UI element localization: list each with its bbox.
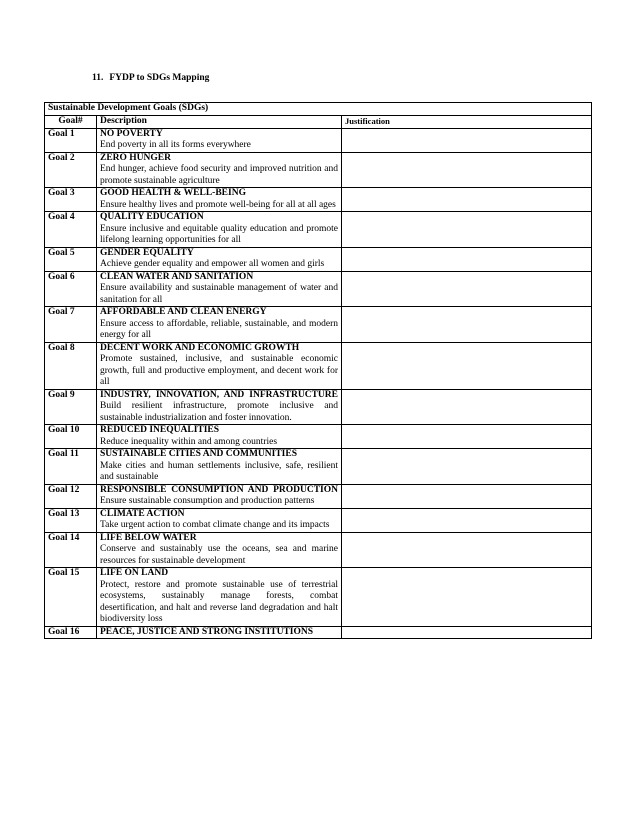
goal-description-cell (97, 449, 342, 485)
table-header-row (45, 116, 592, 129)
section-number: 11. (92, 73, 104, 83)
sdg-mapping-table (44, 102, 592, 639)
goal-description: Ensure sustainable consumption and production patterns (100, 496, 315, 506)
justification-cell[interactable] (342, 212, 592, 248)
table-row (45, 188, 592, 212)
goal-number: Goal 10 (45, 425, 97, 449)
goal-description: Ensure healthy lives and promote well-being for all at all ages (100, 199, 336, 210)
goal-title: SUSTAINABLE CITIES AND COMMUNITIES (100, 449, 297, 459)
goal-title: NO POVERTY (100, 128, 163, 139)
goal-number: Goal 16 (45, 626, 97, 639)
justification-cell[interactable] (342, 532, 592, 568)
justification-cell[interactable] (342, 188, 592, 212)
goal-description-cell (97, 307, 342, 343)
goal-description-cell (97, 389, 342, 425)
goal-number: Goal 12 (45, 484, 97, 508)
justification-cell[interactable] (342, 271, 592, 307)
table-row (45, 508, 592, 532)
table-row (45, 342, 592, 389)
table-row (45, 449, 592, 485)
goal-description-cell (97, 342, 342, 389)
goal-number: Goal 13 (45, 508, 97, 532)
table-row (45, 484, 592, 508)
table-row (45, 568, 592, 627)
table-row (45, 389, 592, 425)
table-row (45, 307, 592, 343)
goal-description: Reduce inequality within and among countries (100, 436, 278, 447)
section-title: FYDP to SDGs Mapping (109, 73, 210, 83)
goal-title: CLEAN WATER AND SANITATION (100, 271, 254, 282)
goal-number: Goal 1 (45, 128, 97, 152)
goal-title: DECENT WORK AND ECONOMIC GROWTH (100, 342, 300, 353)
goal-title: GENDER EQUALITY (100, 247, 194, 258)
table-row (45, 128, 592, 152)
goal-number: Goal 3 (45, 188, 97, 212)
table-row (45, 152, 592, 188)
justification-cell[interactable] (342, 568, 592, 627)
goal-number: Goal 8 (45, 342, 97, 389)
goal-title: REDUCED INEQUALITIES (100, 425, 220, 435)
goal-title: LIFE ON LAND (100, 568, 169, 578)
goal-title: INDUSTRY, INNOVATION, AND INFRASTRUCTURE (100, 389, 338, 400)
column-header-description: Description (97, 116, 342, 129)
justification-cell[interactable] (342, 484, 592, 508)
goal-number: Goal 15 (45, 568, 97, 627)
goal-description-cell (97, 247, 342, 271)
goal-description-cell (97, 568, 342, 627)
goal-title: RESPONSIBLE CONSUMPTION AND PRODUCTION (100, 484, 338, 495)
table-row (45, 247, 592, 271)
goal-title: CLIMATE ACTION (100, 508, 185, 519)
goal-number: Goal 14 (45, 532, 97, 568)
table-row (45, 532, 592, 568)
goal-description-cell (97, 212, 342, 248)
justification-cell[interactable] (342, 449, 592, 485)
goal-title: LIFE BELOW WATER (100, 532, 197, 543)
goal-number: Goal 11 (45, 449, 97, 485)
goal-number: Goal 5 (45, 247, 97, 271)
goal-description: Take urgent action to combat climate change and its impacts (100, 520, 330, 530)
goal-title: AFFORDABLE AND CLEAN ENERGY (100, 307, 267, 317)
justification-cell[interactable] (342, 152, 592, 188)
goal-description: Ensure availability and sustainable management of water and sanitation for all (100, 283, 338, 305)
justification-cell[interactable] (342, 307, 592, 343)
justification-cell[interactable] (342, 389, 592, 425)
goal-title: ZERO HUNGER (100, 152, 171, 163)
goal-description-cell (97, 425, 342, 449)
justification-cell[interactable] (342, 128, 592, 152)
justification-cell[interactable] (342, 247, 592, 271)
table-banner-row (45, 103, 592, 116)
table-row (45, 425, 592, 449)
goal-number: Goal 2 (45, 152, 97, 188)
justification-cell[interactable] (342, 508, 592, 532)
table-row (45, 212, 592, 248)
goal-description: Achieve gender equality and empower all women and girls (100, 259, 325, 269)
table-row (45, 626, 592, 639)
goal-description-cell (97, 626, 342, 639)
goal-description-cell (97, 128, 342, 152)
goal-description: End hunger, achieve food security and improved nutrition and promote sustainable agriculture (100, 164, 338, 186)
goal-description: Ensure access to affordable, reliable, sustainable, and modern energy for all (100, 318, 338, 340)
table-banner: Sustainable Development Goals (SDGs) (45, 103, 592, 116)
goal-description-cell (97, 152, 342, 188)
goal-description: Build resilient infrastructure, promote inclusive and sustainable industrialization and foster innovation. (100, 401, 338, 423)
column-header-goal: Goal# (45, 116, 97, 129)
goal-number: Goal 4 (45, 212, 97, 248)
goal-number: Goal 9 (45, 389, 97, 425)
goal-description-cell (97, 508, 342, 532)
goal-description: Ensure inclusive and equitable quality education and promote lifelong learning opportunities for all (100, 223, 338, 245)
goal-title: PEACE, JUSTICE AND STRONG INSTITUTIONS (100, 626, 314, 637)
table-row (45, 271, 592, 307)
goal-title: QUALITY EDUCATION (100, 212, 204, 222)
goal-description-cell (97, 188, 342, 212)
goal-description: End poverty in all its forms everywhere (100, 140, 251, 150)
justification-cell[interactable] (342, 342, 592, 389)
table-body (45, 128, 592, 639)
section-heading (92, 72, 209, 84)
goal-title: GOOD HEALTH & WELL-BEING (100, 188, 246, 198)
justification-cell[interactable] (342, 425, 592, 449)
goal-description-cell (97, 271, 342, 307)
goal-description: Conserve and sustainably use the oceans, sea and marine resources for sustainable development (100, 544, 338, 566)
goal-description-cell (97, 532, 342, 568)
goal-number: Goal 6 (45, 271, 97, 307)
goal-description: Promote sustained, inclusive, and sustainable economic growth, full and productive employment, and decent work for all (100, 354, 338, 387)
goal-description: Protect, restore and promote sustainable use of terrestrial ecosystems, sustainably manage forests, combat desertification, and halt and reverse land degradation and halt biodiversity loss (100, 579, 338, 624)
goal-description-cell (97, 484, 342, 508)
goal-description: Make cities and human settlements inclusive, safe, resilient and sustainable (100, 460, 338, 482)
justification-cell[interactable] (342, 626, 592, 639)
column-header-justification: Justification (342, 116, 592, 129)
goal-number: Goal 7 (45, 307, 97, 343)
